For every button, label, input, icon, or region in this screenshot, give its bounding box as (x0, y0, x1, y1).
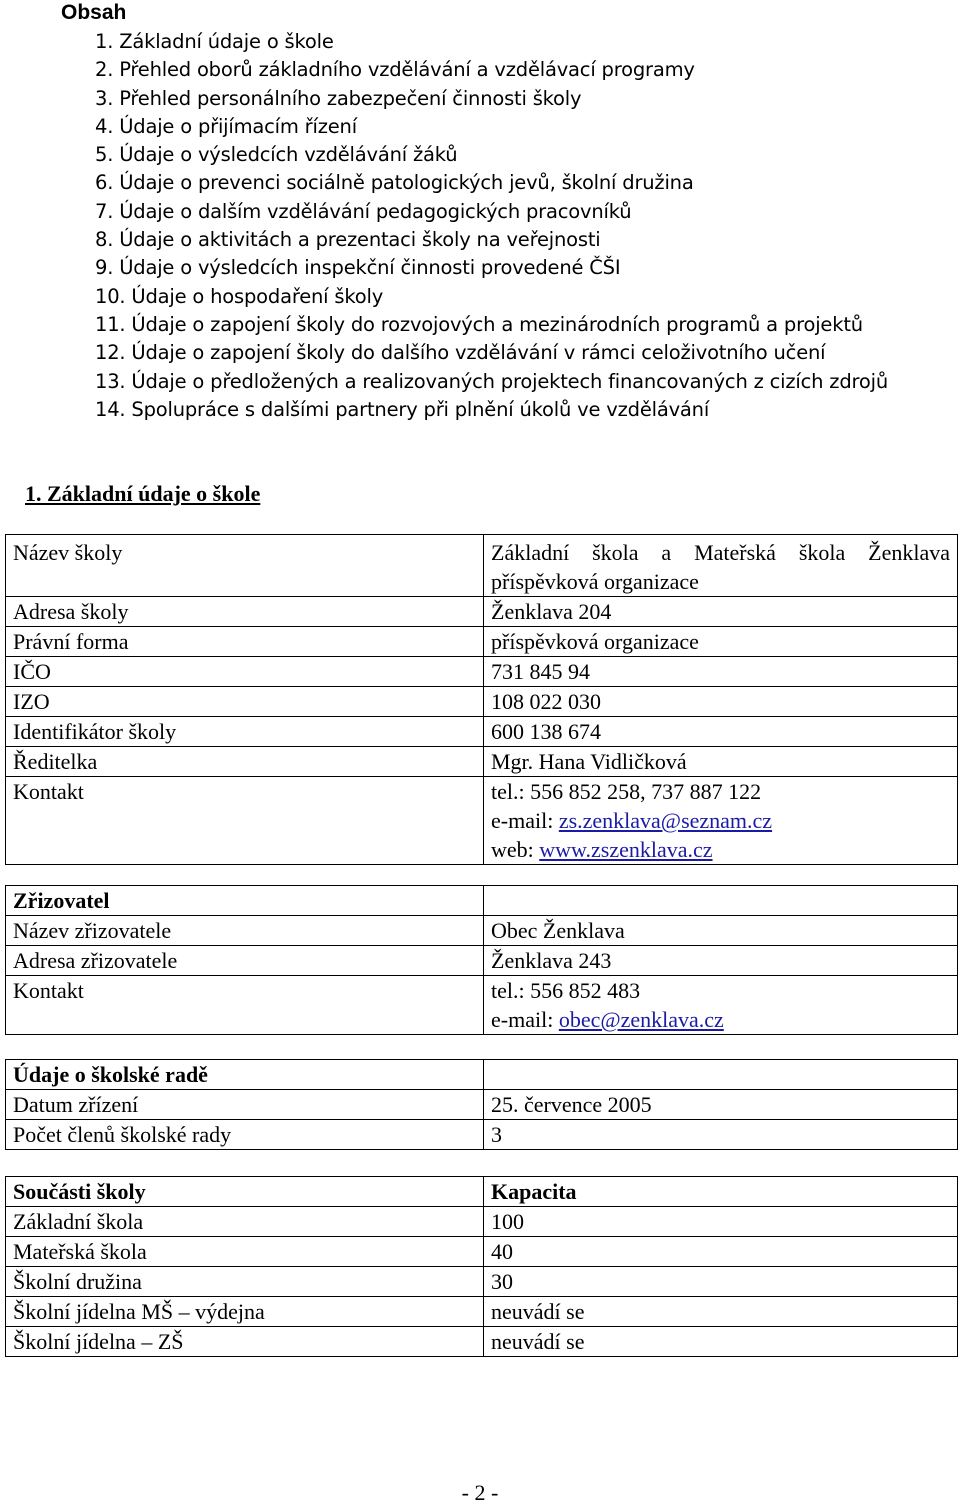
school-council-table (5, 1059, 958, 1150)
toc-item: 7. Údaje o dalším vzdělávání pedagogických pracovníků (95, 199, 632, 223)
toc-item: 11. Údaje o zapojení školy do rozvojových a mezinárodních programů a projektů (95, 312, 863, 336)
toc-item: 8. Údaje o aktivitách a prezentaci školy na veřejnosti (95, 228, 601, 252)
founder-title: Zřizovatel (6, 886, 484, 916)
izo-value: 108 022 030 (484, 687, 958, 717)
toc-item: 13. Údaje o předložených a realizovaných projektech financovaných z cizích zdrojů (95, 369, 889, 393)
izo-label: IZO (6, 687, 484, 717)
part-name: Základní škola (6, 1207, 484, 1237)
founder-name-label: Název zřizovatele (6, 916, 484, 946)
founder-address-value: Ženklava 243 (484, 946, 958, 976)
table-row (6, 657, 958, 687)
school-address-label: Adresa školy (6, 597, 484, 627)
part-capacity: neuvádí se (484, 1327, 958, 1357)
toc-title: Obsah (61, 1, 127, 24)
table-row (6, 976, 958, 1035)
founder-address-label: Adresa zřizovatele (6, 946, 484, 976)
toc-item: 1. Základní údaje o škole (95, 30, 334, 53)
ico-label: IČO (6, 657, 484, 687)
school-web-line: web: www.zszenklava.cz (491, 837, 713, 862)
school-id-value: 600 138 674 (484, 717, 958, 747)
parts-header-part: Součásti školy (6, 1177, 484, 1207)
toc-item: 3. Přehled personálního zabezpečení činnosti školy (95, 86, 582, 110)
part-capacity: 30 (484, 1267, 958, 1297)
ico-value: 731 845 94 (484, 657, 958, 687)
part-name: Mateřská škola (6, 1237, 484, 1267)
toc-list (95, 28, 888, 424)
table-row (6, 946, 958, 976)
council-members-label: Počet členů školské rady (6, 1120, 484, 1150)
table-row (6, 1267, 958, 1297)
founder-contact-value (484, 976, 958, 1035)
table-row (6, 886, 958, 916)
founder-title-empty (484, 886, 958, 916)
table-row (6, 535, 958, 597)
director-label: Ředitelka (6, 747, 484, 777)
table-row (6, 1090, 958, 1120)
school-name-value: Základní škola a Mateřská škola Ženklava příspěvková organizace (484, 535, 958, 597)
founder-table (5, 885, 958, 1035)
founder-email-link[interactable]: obec@zenklava.cz (558, 1007, 724, 1032)
school-info-table (5, 534, 958, 865)
founder-name-value: Obec Ženklava (484, 916, 958, 946)
table-row (6, 1060, 958, 1090)
table-row (6, 916, 958, 946)
school-email-link[interactable]: zs.zenklava@seznam.cz (558, 808, 773, 833)
section-heading: 1. Základní údaje o škole (25, 481, 261, 506)
table-row (6, 1120, 958, 1150)
school-name-label: Název školy (6, 535, 484, 597)
founder-contact-label: Kontakt (6, 976, 484, 1035)
toc-item: 10. Údaje o hospodaření školy (95, 284, 384, 308)
part-name: Školní družina (6, 1267, 484, 1297)
school-contact-label: Kontakt (6, 777, 484, 865)
part-capacity: neuvádí se (484, 1297, 958, 1327)
council-title-empty (484, 1060, 958, 1090)
toc-item: 2. Přehled oborů základního vzdělávání a vzdělávací programy (95, 58, 695, 82)
table-row (6, 1297, 958, 1327)
part-capacity: 100 (484, 1207, 958, 1237)
part-name: Školní jídelna MŠ – výdejna (6, 1297, 484, 1327)
table-row (6, 597, 958, 627)
director-value: Mgr. Hana Vidličková (484, 747, 958, 777)
table-row (6, 1327, 958, 1357)
council-date-label: Datum zřízení (6, 1090, 484, 1120)
school-address-value: Ženklava 204 (484, 597, 958, 627)
table-row (6, 777, 958, 865)
school-id-label: Identifikátor školy (6, 717, 484, 747)
council-members-value: 3 (484, 1120, 958, 1150)
toc-item: 14. Spolupráce s dalšími partnery při plnění úkolů ve vzdělávání (95, 397, 710, 421)
table-row (6, 687, 958, 717)
council-date-value: 25. července 2005 (484, 1090, 958, 1120)
part-name: Školní jídelna – ZŠ (6, 1327, 484, 1357)
school-contact-value (484, 777, 958, 865)
table-row (6, 1237, 958, 1267)
school-parts-table (5, 1176, 958, 1357)
founder-phone: tel.: 556 852 483 (491, 978, 641, 1003)
council-title: Údaje o školské radě (6, 1060, 484, 1090)
parts-header-capacity: Kapacita (484, 1177, 958, 1207)
legal-form-value: příspěvková organizace (484, 627, 958, 657)
table-row (6, 627, 958, 657)
founder-email-line: e-mail: obec@zenklava.cz (491, 1007, 724, 1032)
table-row (6, 1207, 958, 1237)
school-web-link[interactable]: www.zszenklava.cz (539, 837, 713, 862)
toc-item: 6. Údaje o prevenci sociálně patologických jevů, školní družina (95, 171, 694, 195)
legal-form-label: Právní forma (6, 627, 484, 657)
toc-item: 4. Údaje o přijímacím řízení (95, 114, 357, 138)
page-number: - 2 - (461, 1480, 499, 1505)
part-capacity: 40 (484, 1237, 958, 1267)
school-phone: tel.: 556 852 258, 737 887 122 (491, 779, 762, 804)
toc-item: 12. Údaje o zapojení školy do dalšího vzdělávání v rámci celoživotního učení (95, 341, 826, 365)
toc-item: 9. Údaje o výsledcích inspekční činnosti provedené ČŠI (95, 256, 621, 280)
table-row (6, 747, 958, 777)
toc-item: 5. Údaje o výsledcích vzdělávání žáků (95, 143, 458, 167)
school-email-line: e-mail: zs.zenklava@seznam.cz (491, 808, 773, 833)
table-header-row (6, 1177, 958, 1207)
table-row (6, 717, 958, 747)
